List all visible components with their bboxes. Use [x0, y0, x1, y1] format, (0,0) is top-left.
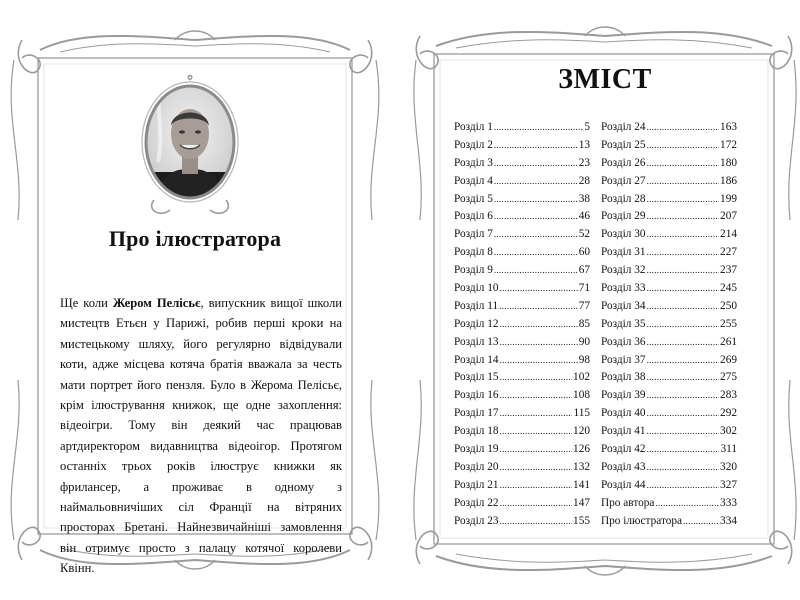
toc-entry-page: 311 — [720, 443, 737, 456]
left-page — [0, 0, 390, 600]
toc-dot-leader — [647, 228, 719, 240]
toc-dot-leader — [647, 479, 719, 491]
toc-entry[interactable] — [601, 157, 737, 175]
toc-dot-leader — [647, 264, 719, 276]
toc-dot-leader — [500, 336, 578, 348]
toc-dot-leader — [647, 157, 719, 169]
toc-entry[interactable] — [454, 515, 590, 533]
toc-entry-page: 46 — [578, 210, 590, 223]
toc-entry[interactable] — [454, 246, 590, 264]
toc-entry-label: Розділ 30 — [601, 228, 646, 241]
toc-entry-page: 85 — [578, 317, 590, 330]
toc-entry-page: 120 — [573, 425, 590, 438]
toc-entry-label: Розділ 37 — [601, 353, 646, 366]
toc-dot-leader — [683, 515, 719, 527]
toc-entry-page: 28 — [578, 174, 590, 187]
toc-entry[interactable] — [601, 228, 737, 246]
toc-entry-label: Розділ 3 — [454, 156, 493, 169]
toc-dot-leader — [500, 497, 572, 509]
toc-entry-label: Розділ 41 — [601, 425, 646, 438]
toc-entry-label: Розділ 12 — [454, 317, 499, 330]
toc-entry-label: Розділ 29 — [601, 210, 646, 223]
toc-entry-page: 102 — [573, 371, 590, 384]
toc-entry-label: Розділ 6 — [454, 210, 493, 223]
toc-entry[interactable] — [601, 461, 737, 479]
toc-entry[interactable] — [454, 300, 590, 318]
toc-entry-label: Розділ 43 — [601, 460, 646, 473]
toc-entry[interactable] — [454, 407, 590, 425]
toc-entry-page: 147 — [573, 496, 590, 509]
toc-entry[interactable] — [454, 282, 590, 300]
toc-entry-label: Розділ 28 — [601, 192, 646, 205]
toc-dot-leader — [647, 175, 719, 187]
toc-entry[interactable] — [601, 425, 737, 443]
toc-dot-leader — [647, 282, 719, 294]
toc-entry[interactable] — [601, 318, 737, 336]
toc-entry[interactable] — [601, 282, 737, 300]
toc-entry-label: Розділ 44 — [601, 478, 646, 491]
toc-entry-label: Розділ 25 — [601, 138, 646, 151]
toc-entry-label: Розділ 36 — [601, 335, 646, 348]
toc-entry-label: Розділ 21 — [454, 478, 499, 491]
toc-entry-label: Розділ 17 — [454, 407, 499, 420]
toc-dot-leader — [494, 193, 578, 205]
toc-entry[interactable] — [454, 228, 590, 246]
toc-entry-label: Розділ 32 — [601, 264, 646, 277]
toc-entry[interactable] — [454, 336, 590, 354]
toc-entry-label: Розділ 19 — [454, 443, 499, 456]
toc-dot-leader — [494, 157, 578, 169]
toc-entry-label: Розділ 11 — [454, 299, 499, 312]
toc-dot-leader — [647, 354, 719, 366]
toc-entry-page: 283 — [720, 389, 737, 402]
toc-entry-label: Розділ 31 — [601, 246, 646, 259]
toc-entry-page: 13 — [578, 138, 590, 151]
toc-dot-leader — [647, 461, 719, 473]
toc-dot-leader — [494, 264, 578, 276]
toc-entry[interactable] — [601, 139, 737, 157]
toc-entry-label: Про автора — [601, 496, 655, 509]
toc-entry[interactable] — [601, 479, 737, 497]
toc-entry[interactable] — [454, 479, 590, 497]
toc-entry[interactable] — [454, 497, 590, 515]
toc-dot-leader — [494, 228, 578, 240]
toc-entry[interactable] — [454, 389, 590, 407]
toc-entry-label: Розділ 5 — [454, 192, 493, 205]
toc-dot-leader — [647, 336, 719, 348]
toc-entry-page: 5 — [584, 121, 590, 133]
toc-entry-page: 126 — [573, 443, 590, 456]
illustrator-name: Жером Пелісьє — [112, 296, 201, 310]
toc-entry-page: 334 — [720, 514, 737, 527]
toc-entry[interactable] — [454, 157, 590, 175]
toc-entry-page: 214 — [720, 228, 737, 241]
toc-entry-label: Розділ 1 — [454, 121, 493, 133]
toc-entry[interactable] — [454, 264, 590, 282]
toc-entry[interactable] — [454, 371, 590, 389]
toc-dot-leader — [500, 515, 572, 527]
toc-dot-leader — [647, 371, 719, 383]
toc-entry[interactable] — [454, 443, 590, 461]
toc-dot-leader — [647, 210, 719, 222]
toc-dot-leader — [494, 246, 578, 258]
toc-entry-label: Розділ 42 — [601, 443, 646, 456]
toc-dot-leader — [647, 193, 719, 205]
toc-entry-label: Розділ 33 — [601, 282, 646, 295]
toc-entry[interactable] — [454, 425, 590, 443]
toc-entry-page: 180 — [720, 156, 737, 169]
toc-entry-label: Розділ 7 — [454, 228, 493, 241]
toc-entry-page: 255 — [720, 317, 737, 330]
toc-entry-page: 269 — [720, 353, 737, 366]
toc-column-left — [454, 121, 590, 532]
toc-entry[interactable] — [601, 193, 737, 211]
toc-entry-page: 77 — [578, 299, 590, 312]
toc-entry-page: 60 — [578, 246, 590, 259]
toc-dot-leader — [647, 407, 719, 419]
toc-dot-leader — [500, 407, 573, 419]
illustrator-bio — [60, 293, 342, 579]
toc-entry-label: Розділ 2 — [454, 138, 493, 151]
toc-dot-leader — [494, 139, 578, 151]
toc-entry[interactable] — [601, 175, 737, 193]
toc-entry-page: 245 — [720, 282, 737, 295]
toc-entry[interactable] — [601, 371, 737, 389]
toc-entry-page: 132 — [573, 460, 590, 473]
toc-entry-label: Розділ 22 — [454, 496, 499, 509]
toc-entry-page: 227 — [720, 246, 737, 259]
toc-entry-page: 71 — [578, 282, 590, 295]
toc-dot-leader — [500, 318, 578, 330]
toc-dot-leader — [494, 210, 578, 222]
toc-entry-label: Розділ 20 — [454, 460, 499, 473]
toc-entry-label: Розділ 23 — [454, 514, 499, 527]
toc-entry-page: 163 — [720, 121, 737, 133]
toc-dot-leader — [500, 443, 572, 455]
right-page — [410, 0, 800, 600]
toc-entry[interactable] — [601, 407, 737, 425]
toc-entry-label: Розділ 16 — [454, 389, 499, 402]
toc-dot-leader — [647, 300, 719, 312]
toc-dot-leader — [647, 443, 720, 455]
toc-entry-page: 261 — [720, 335, 737, 348]
toc-entry-page: 98 — [578, 353, 590, 366]
toc-title: ЗМІСТ — [558, 64, 652, 95]
toc-dot-leader — [500, 354, 578, 366]
toc-entry-label: Розділ 4 — [454, 174, 493, 187]
toc-dot-leader — [500, 425, 572, 437]
toc-entry-label: Розділ 9 — [454, 264, 493, 277]
toc-entry-page: 199 — [720, 192, 737, 205]
toc-entry-page: 141 — [573, 478, 590, 491]
toc-entry-label: Розділ 40 — [601, 407, 646, 420]
toc-entry-page: 275 — [720, 371, 737, 384]
toc-dot-leader — [647, 389, 719, 401]
toc-entry-label: Про ілюстратора — [601, 514, 683, 527]
toc-entry-label: Розділ 18 — [454, 425, 499, 438]
toc-entry-label: Розділ 38 — [601, 371, 646, 384]
bio-text: , випускник вищої школи мистецтв Етьєн у Парижі, робив перші кроки на мистецькому шляху, його регулярно відвідували коти, адже місцева котяча братія вважала за честь мати портрет його пензля. Було в Жерома Пелісьє, крім ілюстрування книжок, ще одне захоплення: відеоігри. Тому він деякий час працював артдиректором видавництва відеоігор. Протягом останніх трьох років ілюструє книжки як фрилансер, а проживає в одному з наймальовничіших сіл Франції на вітряних просторах Бретані. Найнезвичайніші замовлення він отримує просто з палацу котячої королеви Квінн. — [60, 296, 342, 576]
toc-entry-page: 302 — [720, 425, 737, 438]
bio-intro: Ще коли — [60, 296, 113, 310]
toc-entry-page: 52 — [578, 228, 590, 241]
toc-entry[interactable] — [601, 497, 737, 515]
toc-entry-label: Розділ 26 — [601, 156, 646, 169]
toc-dot-leader — [655, 497, 719, 509]
toc-entry[interactable] — [454, 139, 590, 157]
toc-entry-page: 23 — [578, 156, 590, 169]
toc-entry-page: 292 — [720, 407, 737, 420]
toc-entry[interactable] — [601, 515, 737, 533]
toc-entry-page: 237 — [720, 264, 737, 277]
toc-entry-label: Розділ 27 — [601, 174, 646, 187]
toc-dot-leader — [647, 425, 719, 437]
toc-entry-label: Розділ 14 — [454, 353, 499, 366]
toc-entry[interactable] — [454, 210, 590, 228]
toc-entry-page: 320 — [720, 460, 737, 473]
toc-entry-label: Розділ 15 — [454, 371, 499, 384]
toc-entry[interactable] — [454, 193, 590, 211]
toc-entry[interactable] — [454, 175, 590, 193]
toc-entry[interactable] — [601, 443, 737, 461]
toc-column-right — [601, 121, 737, 532]
toc-entry-page: 172 — [720, 138, 737, 151]
toc-entry[interactable] — [454, 318, 590, 336]
toc-dot-leader — [647, 318, 719, 330]
toc-entry[interactable] — [454, 354, 590, 372]
toc-entry[interactable] — [601, 389, 737, 407]
toc-dot-leader — [647, 246, 719, 258]
toc-entry-label: Розділ 10 — [454, 282, 499, 295]
toc-dot-leader — [499, 300, 578, 312]
toc-entry-page: 90 — [578, 335, 590, 348]
toc-entry-page: 38 — [578, 192, 590, 205]
toc-entry[interactable] — [601, 121, 737, 139]
illustrator-portrait — [130, 72, 250, 222]
toc-entry-page: 327 — [720, 478, 737, 491]
toc-dot-leader — [647, 139, 719, 151]
toc-dot-leader — [500, 371, 572, 383]
toc-dot-leader — [494, 121, 583, 133]
toc-entry-label: Розділ 39 — [601, 389, 646, 402]
toc-entry[interactable] — [454, 461, 590, 479]
toc-entry[interactable] — [454, 121, 590, 139]
toc-entry-page: 207 — [720, 210, 737, 223]
toc-entry[interactable] — [601, 300, 737, 318]
toc-dot-leader — [500, 461, 572, 473]
toc-dot-leader — [500, 282, 578, 294]
toc-dot-leader — [500, 479, 572, 491]
toc-entry-label: Розділ 35 — [601, 317, 646, 330]
toc-dot-leader — [500, 389, 572, 401]
toc-entry[interactable] — [601, 264, 737, 282]
toc-entry-page: 333 — [720, 496, 737, 509]
toc-entry-page: 250 — [720, 299, 737, 312]
toc-entry[interactable] — [601, 354, 737, 372]
toc-entry-page: 186 — [720, 174, 737, 187]
toc-entry-label: Розділ 24 — [601, 121, 646, 133]
toc-entry-page: 155 — [573, 514, 590, 527]
toc-entry[interactable] — [601, 336, 737, 354]
toc-entry-label: Розділ 34 — [601, 299, 646, 312]
toc-entry[interactable] — [601, 210, 737, 228]
toc-entry-label: Розділ 13 — [454, 335, 499, 348]
toc-entry-page: 115 — [573, 407, 590, 420]
toc-dot-leader — [647, 121, 719, 133]
toc-entry-label: Розділ 8 — [454, 246, 493, 259]
page-title: Про ілюстратора — [108, 226, 282, 251]
toc-dot-leader — [494, 175, 578, 187]
toc-entry[interactable] — [601, 246, 737, 264]
toc-entry-page: 67 — [578, 264, 590, 277]
toc-entry-page: 108 — [573, 389, 590, 402]
